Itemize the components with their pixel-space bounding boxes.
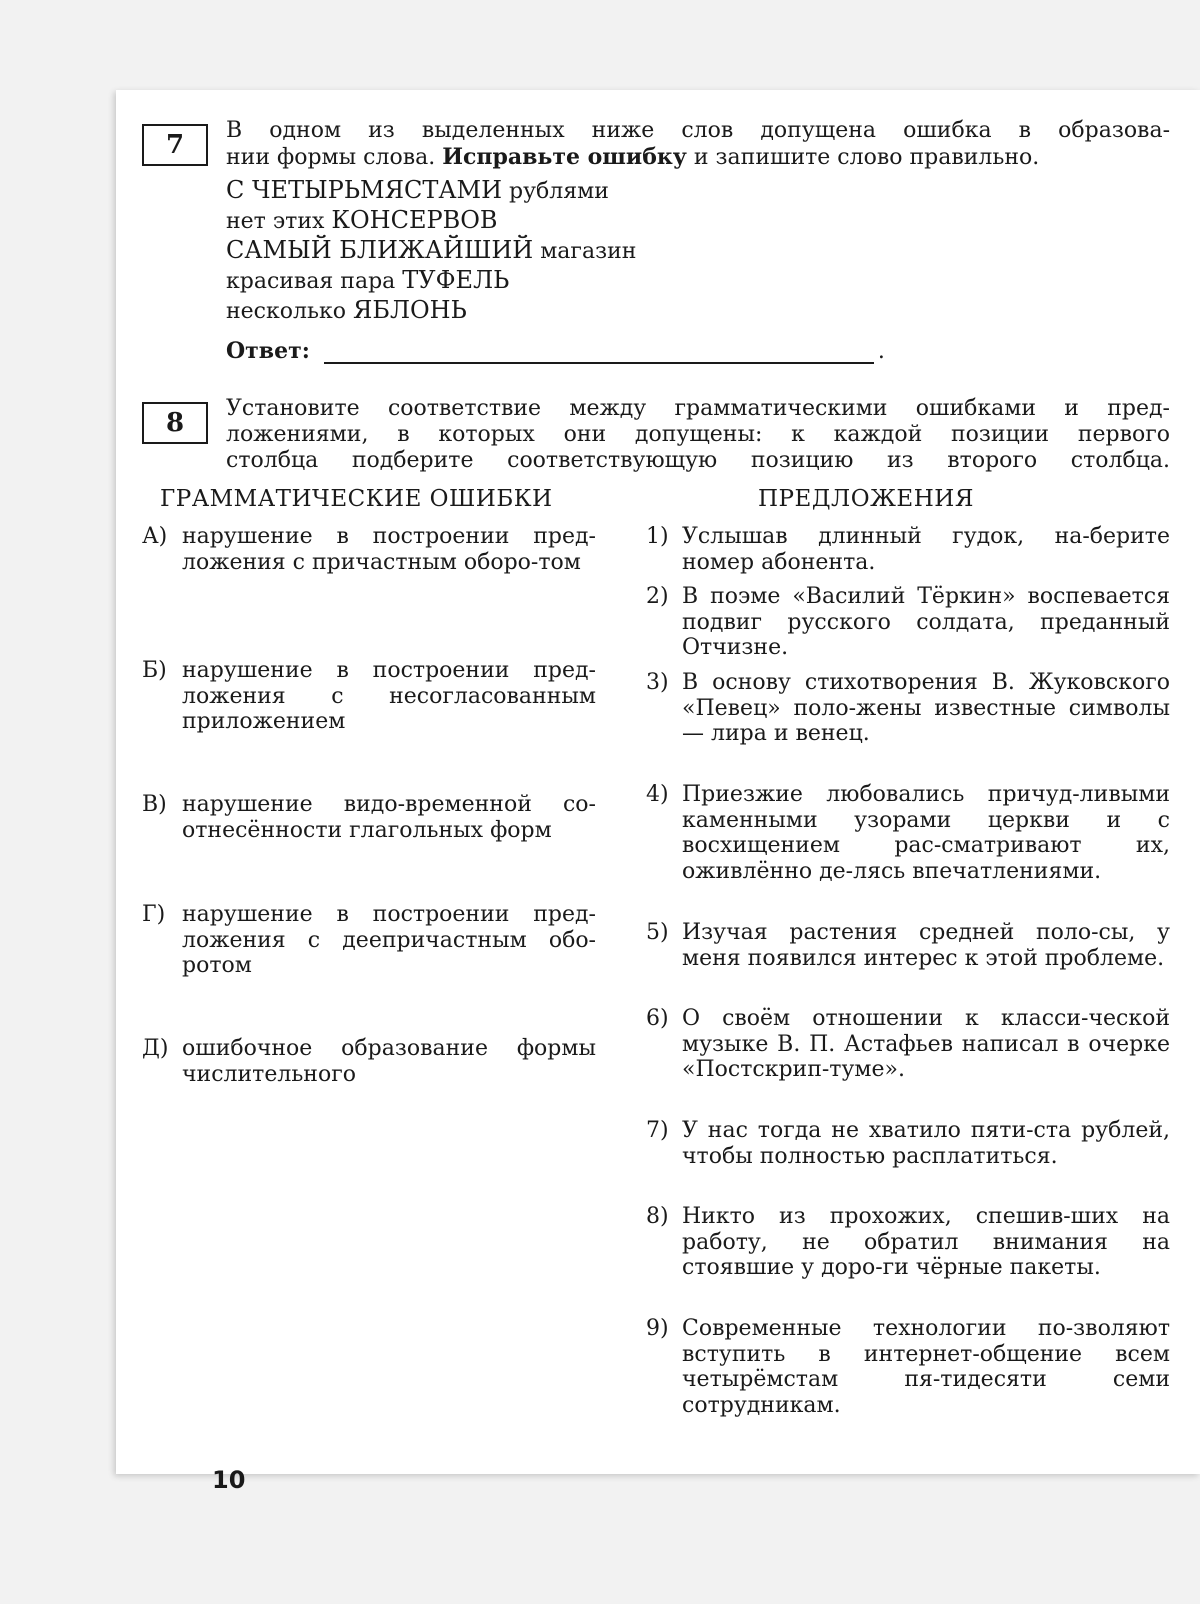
word-pre: нет этих <box>226 209 332 234</box>
sentence-item <box>646 670 1170 747</box>
sentence-item <box>646 1204 1170 1281</box>
task-number-box <box>142 402 208 444</box>
sentence-number: 3) <box>646 670 669 695</box>
task-number: 7 <box>165 130 185 160</box>
sentence-text: У нас тогда не хватило пяти-ста рублей, чтобы полностью расплатиться. <box>682 1118 1170 1169</box>
error-letter: А) <box>142 524 168 549</box>
highlighted-word: САМЫЙ БЛИЖАЙШИЙ <box>226 236 534 264</box>
prompt-text: нии формы слова. <box>226 145 443 170</box>
task8-prompt <box>226 396 1170 474</box>
sentence-item <box>646 1006 1170 1083</box>
error-letter: Б) <box>142 658 167 683</box>
sentence-item <box>646 1118 1170 1169</box>
sentence-text: В поэме «Василий Тёркин» воспевается подвиг русского солдата, преданный Отчизне. <box>682 584 1170 660</box>
prompt-bold-text: Исправьте ошибку <box>442 144 687 170</box>
word-rest: магазин <box>533 239 637 264</box>
highlighted-word: КОНСЕРВОВ <box>331 206 498 234</box>
highlighted-word: С ЧЕТЫРЬМЯСТАМИ <box>226 176 503 204</box>
sentence-text: Изучая растения средней поло-сы, у меня появился интерес к этой проблеме. <box>682 920 1170 971</box>
prompt-line: ложениями, в которых они допущены: к каждой позиции первого <box>226 422 1170 447</box>
sentence-number: 6) <box>646 1006 669 1031</box>
word-item <box>226 206 636 236</box>
highlighted-word: ТУФЕЛЬ <box>402 266 510 294</box>
sentence-text: Современные технологии по-зволяют вступить в интернет-общение всем четырёмстам пя-тидесяти семи сотрудникам. <box>682 1316 1170 1418</box>
page-card <box>116 90 1200 1474</box>
sentence-number: 4) <box>646 782 669 807</box>
error-letter: Г) <box>142 902 166 927</box>
error-item <box>142 524 596 575</box>
error-item <box>142 792 596 843</box>
answer-field[interactable] <box>226 338 885 364</box>
error-text: ошибочное образование формы числительного <box>182 1036 596 1087</box>
sentence-text: Никто из прохожих, спешив-ших на работу, не обратил внимания на стоявшие у доро-ги чёрные пакеты. <box>682 1204 1170 1280</box>
sentence-text: В основу стихотворения В. Жуковского «Певец» поло-жены известные символы — лира и венец. <box>682 670 1170 746</box>
task7-prompt <box>226 118 1170 171</box>
sentence-item <box>646 1316 1170 1418</box>
sentence-text: Услышав длинный гудок, на-берите номер абонента. <box>682 524 1170 575</box>
sentences-header: ПРЕДЛОЖЕНИЯ <box>758 486 974 512</box>
sentence-item <box>646 920 1170 971</box>
word-item <box>226 236 636 266</box>
answer-label: Ответ: <box>226 338 310 364</box>
error-item <box>142 1036 596 1087</box>
word-item <box>226 296 636 326</box>
prompt-text: и запишите слово правильно. <box>686 145 1040 170</box>
sentence-number: 2) <box>646 584 669 609</box>
error-text: нарушение в построении пред-ложения с деепричастным обо-ротом <box>182 902 596 978</box>
sentence-text: Приезжие любовались причуд-ливыми каменными узорами церкви и с восхищением рас-сматривают их, оживлённо де-лясь впечатлениями. <box>682 782 1170 884</box>
word-rest: рублями <box>502 179 609 204</box>
sentence-item <box>646 782 1170 884</box>
prompt-line: столбца подберите соответствующую позицию из второго столбца. <box>226 448 1170 473</box>
prompt-line <box>226 144 1170 171</box>
sentence-number: 7) <box>646 1118 669 1143</box>
error-item <box>142 902 596 979</box>
highlighted-word: ЯБЛОНЬ <box>352 296 467 324</box>
word-pre: красивая пара <box>226 269 403 294</box>
error-letter: Д) <box>142 1036 169 1061</box>
word-list <box>226 176 636 326</box>
prompt-line: Установите соответствие между грамматическими ошибками и пред- <box>226 396 1170 421</box>
error-letter: В) <box>142 792 167 817</box>
task-number: 8 <box>165 408 185 438</box>
sentence-number: 8) <box>646 1204 669 1229</box>
page-number: 10 <box>212 1466 246 1494</box>
error-text: нарушение в построении пред-ложения с причастным оборо-том <box>182 524 596 575</box>
sentence-number: 5) <box>646 920 669 945</box>
errors-header: ГРАММАТИЧЕСКИЕ ОШИБКИ <box>160 486 553 512</box>
error-text: нарушение видо-временной со-отнесённости глагольных форм <box>182 792 596 843</box>
sentence-text: О своём отношении к класси-ческой музыке В. П. Астафьев написал в очерке «Постскрип-туме». <box>682 1006 1170 1082</box>
sentence-item <box>646 524 1170 575</box>
error-text: нарушение в построении пред-ложения с несогласованным приложением <box>182 658 596 734</box>
answer-period: . <box>877 339 885 364</box>
word-pre: несколько <box>226 299 353 324</box>
word-item <box>226 266 636 296</box>
task-number-box <box>142 124 208 166</box>
error-item <box>142 658 596 735</box>
answer-blank[interactable] <box>324 344 874 364</box>
sentence-item <box>646 584 1170 661</box>
word-item <box>226 176 636 206</box>
sentence-number: 9) <box>646 1316 669 1341</box>
sentence-number: 1) <box>646 524 669 549</box>
prompt-line: В одном из выделенных ниже слов допущена ошибка в образова- <box>226 118 1170 143</box>
